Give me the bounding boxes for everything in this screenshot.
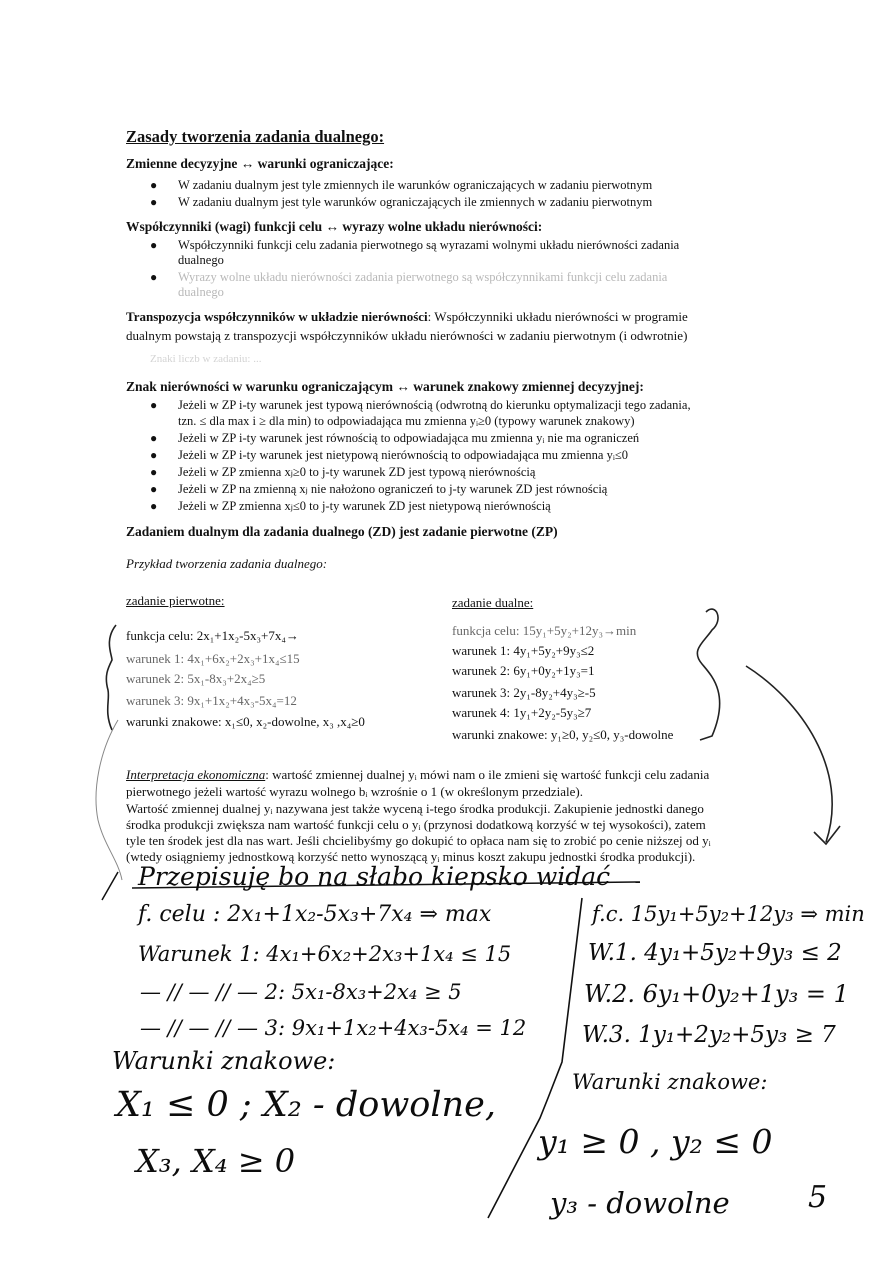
list-item: Wyrazy wolne układu nierówności zadania pierwotnego są współczynnikami funkcji celu zadania [178, 270, 668, 284]
faded-text: Znaki liczb w zadaniu: ... [150, 353, 262, 365]
transposition-heading: Transpozycja współczynników w układzie nierówności [126, 309, 428, 324]
section-heading-variables: Zmienne decyzyjne ↔ warunki ograniczające: [126, 156, 394, 171]
page-number: 5 [808, 1180, 828, 1215]
handwritten-line: — // — // — 2: 5x₁-8x₃+2x₄ ≥ 5 [140, 980, 462, 1004]
dual-row: warunek 3: 2y₁-8y₂+4y₃≥-5 [452, 685, 596, 700]
handwritten-line: W.2. 6y₁+0y₂+1y₃ = 1 [584, 980, 849, 1008]
example-title: Przykład tworzenia zadania dualnego: [126, 556, 328, 571]
handwritten-line: Warunki znakowe: [572, 1070, 768, 1094]
interpretation-line: (wtedy osiągniemy jednostkową korzyść netto wynoszącą yᵢ minus koszt zakupu jednostki środka produkcji). [126, 849, 696, 864]
section-heading-weights: Współczynniki (wagi) funkcji celu ↔ wyrazy wolne układu nierówności: [126, 219, 543, 234]
primal-row: warunki znakowe: x₁≤0, x₂-dowolne, x₃ ,x₄≥0 [126, 714, 365, 729]
primal-row: funkcja celu: 2x₁+1x₂-5x₃+7x₄→ [126, 628, 299, 643]
list-item: Współczynniki funkcji celu zadania pierwotnego są wyrazami wolnymi układu nierówności zadania [178, 238, 680, 252]
list-item: W zadaniu dualnym jest tyle zmiennych ile warunków ograniczających w zadaniu pierwotnym [178, 178, 653, 192]
list-item: Jeżeli w ZP zmienna xⱼ≤0 to j-ty warunek ZD jest nietypową nierównością [178, 499, 551, 513]
list-item: dualnego [178, 253, 224, 267]
list-item: Jeżeli w ZP zmienna xⱼ≥0 to j-ty warunek ZD jest typową nierównością [178, 465, 536, 479]
dual-row: warunek 4: 1y₁+2y₂-5y₃≥7 [452, 705, 592, 720]
handwritten-line: X₃, X₄ ≥ 0 [136, 1142, 296, 1180]
interpretation-line: tyle ten środek jest dla nas wart. Jeśli chcielibyśmy go dokupić to opłaca nam się to zrobić po cenie niższej od yᵢ [126, 833, 711, 848]
primal-heading: zadanie pierwotne: [126, 593, 225, 608]
dual-row: warunki znakowe: y₁≥0, y₂≤0, y₃-dowolne [452, 727, 674, 742]
handwritten-line: y₁ ≥ 0 , y₂ ≤ 0 [538, 1122, 773, 1161]
list-item: Jeżeli w ZP na zmienną xⱼ nie nałożono ograniczeń to j-ty warunek ZD jest równością [178, 482, 608, 496]
list-item: W zadaniu dualnym jest tyle warunków ograniczających ile zmiennych w zadaniu pierwotnym [178, 195, 653, 209]
interpretation-line: pierwotnego jeżeli wartość wyrazu wolnego bᵢ wzrośnie o 1 (w określonym przedziale). [126, 784, 583, 799]
handwritten-line: W.3. 1y₁+2y₂+5y₃ ≥ 7 [582, 1022, 836, 1048]
interpretation-line: środka produkcji zwiększa nam wartość funkcji celu o yᵢ (przynosi dodatkową korzyść w tej wysokości), zatem [126, 817, 706, 832]
list-item: tzn. ≤ dla max i ≥ dla min) to odpowiadająca mu zmienna yᵢ≥0 (typowy warunek znakowy) [178, 414, 635, 428]
primal-row: warunek 1: 4x₁+6x₂+2x₃+1x₄≤15 [126, 651, 300, 666]
handwritten-line: y₃ - dowolne [550, 1186, 730, 1220]
interpretation-line: Interpretacja ekonomiczna: wartość zmiennej dualnej yᵢ mówi nam o ile zmieni się wartość funkcji celu zadania [126, 767, 710, 782]
handwritten-line: f.c. 15y₁+5y₂+12y₃ ⇒ min [592, 902, 865, 926]
dual-row: warunek 2: 6y₁+0y₂+1y₃=1 [452, 663, 595, 678]
handwritten-line: Warunek 1: 4x₁+6x₂+2x₃+1x₄ ≤ 15 [138, 942, 512, 966]
interpretation-line: Wartość zmiennej dualnej yᵢ nazywana jest także wyceną i-tego środka produkcji. Zakupienie jednostki danego [126, 801, 704, 816]
primal-row: warunek 2: 5x₁-8x₃+2x₄≥5 [126, 671, 266, 686]
dual-heading: zadanie dualne: [452, 595, 534, 610]
transposition-text-2: dualnym powstają z transpozycji współczynników układu nierówności w zadaniu pierwotnym (i odwrotnie) [126, 328, 688, 343]
page-title: Zasady tworzenia zadania dualnego: [126, 127, 385, 146]
list-item: dualnego [178, 285, 224, 299]
handwritten-note: Przepisuję bo na słabo kiepsko widać [138, 862, 611, 891]
section-heading-sign: Znak nierówności w warunku ograniczającym ↔ warunek znakowy zmiennej decyzyjnej: [126, 379, 644, 394]
handwritten-line: Warunki znakowe: [112, 1047, 336, 1075]
transposition-text: : Współczynniki układu nierówności w programie [427, 309, 688, 324]
transposition-paragraph [126, 308, 688, 325]
dual-row: funkcja celu: 15y₁+5y₂+12y₃→min [452, 623, 637, 638]
dual-statement: Zadaniem dualnym dla zadania dualnego (ZD) jest zadanie pierwotne (ZP) [126, 524, 558, 539]
list-item: Jeżeli w ZP i-ty warunek jest równością to odpowiadająca mu zmienna yᵢ nie ma ograniczeń [178, 431, 640, 445]
handwritten-line: X₁ ≤ 0 ; X₂ - dowolne, [116, 1085, 496, 1125]
handwritten-line: — // — // — 3: 9x₁+1x₂+4x₃-5x₄ = 12 [140, 1016, 527, 1040]
primal-row: warunek 3: 9x₁+1x₂+4x₃-5x₄=12 [126, 693, 297, 708]
interpretation-label: Interpretacja ekonomiczna [126, 767, 266, 782]
handwritten-line: f. celu : 2x₁+1x₂-5x₃+7x₄ ⇒ max [138, 902, 492, 927]
list-item: Jeżeli w ZP i-ty warunek jest typową nierównością (odwrotną do kierunku optymalizacji tego zadania, [178, 398, 691, 412]
dual-row: warunek 1: 4y₁+5y₂+9y₃≤2 [452, 643, 595, 658]
handwritten-line: W.1. 4y₁+5y₂+9y₃ ≤ 2 [588, 940, 842, 966]
list-item: Jeżeli w ZP i-ty warunek jest nietypową nierównością to odpowiadająca mu zmienna yᵢ≤0 [178, 448, 628, 462]
